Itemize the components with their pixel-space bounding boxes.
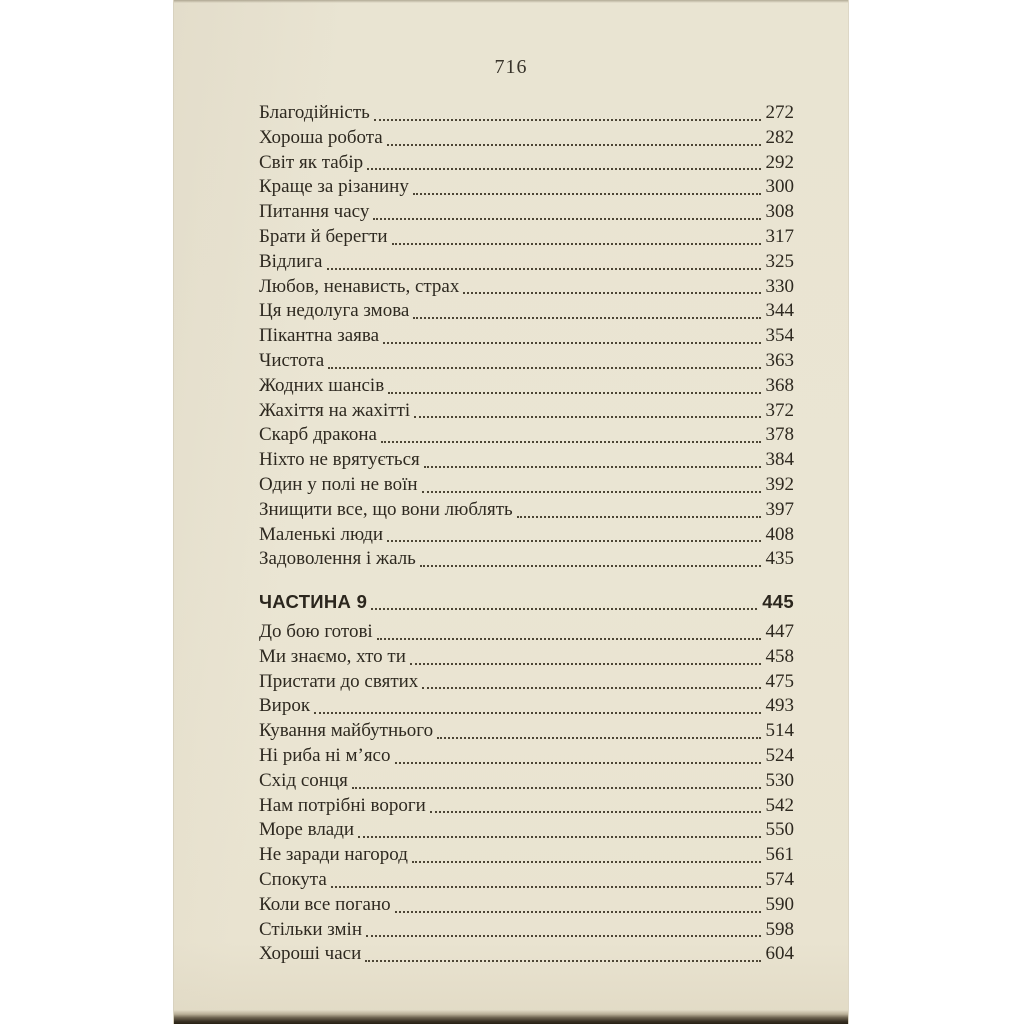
- toc-entry-page: 514: [765, 720, 794, 742]
- dot-leader: [395, 911, 761, 913]
- toc-entry-title: Стільки змін: [259, 918, 363, 940]
- dot-leader: [365, 960, 760, 962]
- toc-entry-row: [259, 200, 794, 225]
- toc-entry-page: 372: [765, 399, 794, 421]
- toc-entry-row: [259, 719, 794, 744]
- toc-entry-page: 550: [765, 819, 794, 841]
- dot-leader: [352, 787, 761, 789]
- toc-entry-row: [259, 151, 794, 176]
- toc-entry-title: Кування майбутнього: [259, 720, 434, 742]
- toc-entry-row: [259, 225, 794, 250]
- toc-entry-title: Ми знаємо, хто ти: [259, 645, 406, 667]
- toc-entry-row: [259, 299, 794, 324]
- toc-entry-row: [259, 126, 794, 151]
- toc-entry-title: Море влади: [259, 819, 355, 841]
- toc-entry-page: 344: [765, 300, 794, 322]
- toc-entry-page: 493: [765, 695, 794, 717]
- dot-leader: [371, 608, 757, 610]
- toc-entry-title: Не заради нагород: [259, 844, 408, 866]
- toc-entry-title: Питання часу: [259, 201, 370, 223]
- toc-entry-title: Хороша робота: [259, 126, 383, 148]
- toc-entry-page: 300: [765, 176, 794, 198]
- toc-entry-title: Коли все погано: [259, 893, 391, 915]
- dot-leader: [383, 342, 760, 344]
- toc-entry-page: 378: [765, 424, 794, 446]
- toc-entry-page: 292: [765, 151, 794, 173]
- toc-entry-title: Любов, ненависть, страх: [259, 275, 460, 297]
- toc-entry-title: Ніхто не врятується: [259, 449, 420, 471]
- dot-leader: [420, 565, 761, 567]
- dot-leader: [373, 218, 760, 220]
- toc-entry-row: [259, 918, 794, 943]
- toc-entry-row: [259, 523, 794, 548]
- dot-leader: [367, 168, 760, 170]
- toc-entry-row: [259, 694, 794, 719]
- toc-entry-page: 408: [765, 523, 794, 545]
- dot-leader: [413, 193, 761, 195]
- toc-entry-title: Жодних шансів: [259, 374, 385, 396]
- toc-entry-page: 397: [765, 498, 794, 520]
- dot-leader: [328, 367, 760, 369]
- toc-entry-page: 574: [765, 868, 794, 890]
- toc-entry-row: [259, 175, 794, 200]
- dot-leader: [358, 836, 760, 838]
- toc-entry-page: 604: [765, 943, 794, 965]
- dot-leader: [413, 317, 760, 319]
- toc-entry-row: [259, 324, 794, 349]
- toc-entry-title: Чистота: [259, 349, 325, 371]
- toc-entry-row: [259, 645, 794, 670]
- dot-leader: [517, 516, 761, 518]
- toc-entry-title: Ні риба ні м’ясо: [259, 744, 391, 766]
- toc-entry-title: Брати й берегти: [259, 225, 388, 247]
- book-bottom-edge: [174, 1010, 848, 1024]
- toc-entry-row: [259, 893, 794, 918]
- toc-entry-page: 317: [765, 225, 794, 247]
- toc-entry-page: 363: [765, 349, 794, 371]
- toc-entry-page: 542: [765, 794, 794, 816]
- dot-leader: [314, 712, 760, 714]
- toc-entry-row: [259, 620, 794, 645]
- book-page: [173, 0, 849, 1024]
- dot-leader: [366, 935, 760, 937]
- toc-entry-page: 445: [762, 591, 794, 613]
- toc-entry-title: Скарб дракона: [259, 424, 377, 446]
- toc-entry-row: [259, 448, 794, 473]
- toc-entry-page: 435: [765, 548, 794, 570]
- toc-entry-page: 530: [765, 769, 794, 791]
- dot-leader: [377, 638, 761, 640]
- toc-entry-row: [259, 843, 794, 868]
- toc-entry-title: Спокута: [259, 868, 327, 890]
- toc-entry-title: Благодійність: [259, 102, 370, 123]
- dot-leader: [392, 243, 761, 245]
- toc-entry-row: [259, 275, 794, 300]
- toc-entry-page: 330: [765, 275, 794, 297]
- toc-entry-title: Жахіття на жахітті: [259, 399, 411, 421]
- toc-entry-page: 392: [765, 473, 794, 495]
- toc-entry-row: [259, 101, 794, 126]
- toc-entry-title: Відлига: [259, 250, 323, 272]
- toc-entry-row: [259, 349, 794, 374]
- toc-entry-title: Світ як табір: [259, 151, 364, 173]
- toc-entry-row: [259, 473, 794, 498]
- toc-entry-page: 590: [765, 893, 794, 915]
- toc-entry-title: Задоволення і жаль: [259, 548, 416, 570]
- toc-entry-row: [259, 547, 794, 572]
- toc-entry-page: 561: [765, 844, 794, 866]
- toc-entry-row: [259, 744, 794, 769]
- toc-entry-title: Нам потрібні вороги: [259, 794, 426, 816]
- toc-entry-row: [259, 942, 794, 967]
- dot-leader: [422, 687, 760, 689]
- toc-entry-page: 282: [765, 126, 794, 148]
- toc-part-row: [259, 590, 794, 615]
- dot-leader: [331, 886, 761, 888]
- dot-leader: [424, 466, 761, 468]
- toc-entry-title: Пікантна заява: [259, 325, 380, 347]
- toc-entry-row: [259, 374, 794, 399]
- dot-leader: [388, 392, 760, 394]
- dot-leader: [430, 811, 761, 813]
- toc-entry-row: [259, 670, 794, 695]
- toc-entry-page: 384: [765, 449, 794, 471]
- toc-entry-title: Ця недолуга змова: [259, 300, 410, 322]
- dot-leader: [410, 663, 761, 665]
- dot-leader: [387, 540, 760, 542]
- toc-entry-title: ЧАСТИНА 9: [259, 591, 368, 613]
- toc-entry-title: Схід сонця: [259, 769, 348, 791]
- toc-entry-row: [259, 818, 794, 843]
- toc-entry-title: Маленькі люди: [259, 523, 384, 545]
- toc-entry-row: [259, 399, 794, 424]
- dot-leader: [381, 441, 761, 443]
- toc-entry-page: 447: [765, 620, 794, 642]
- toc-entry-page: 354: [765, 325, 794, 347]
- table-of-contents: [174, 101, 848, 967]
- dot-leader: [412, 861, 761, 863]
- toc-entry-page: 524: [765, 744, 794, 766]
- toc-entry-page: 475: [765, 670, 794, 692]
- toc-entry-title: Краще за різанину: [259, 176, 409, 198]
- toc-entry-row: [259, 250, 794, 275]
- toc-entry-row: [259, 423, 794, 448]
- dot-leader: [387, 144, 761, 146]
- dot-leader: [437, 737, 760, 739]
- toc-entry-page: 272: [765, 102, 794, 123]
- toc-entry-title: Хороші часи: [259, 943, 362, 965]
- toc-entry-row: [259, 868, 794, 893]
- toc-entry-title: До бою готові: [259, 620, 373, 642]
- toc-entry-row: [259, 769, 794, 794]
- dot-leader: [374, 119, 761, 121]
- toc-entry-title: Знищити все, що вони люблять: [259, 498, 513, 520]
- toc-entry-page: 598: [765, 918, 794, 940]
- toc-entry-title: Пристати до святих: [259, 670, 419, 692]
- page-number: 716: [494, 56, 528, 78]
- toc-entry-title: Вирок: [259, 695, 311, 717]
- toc-entry-row: [259, 794, 794, 819]
- toc-entry-page: 325: [765, 250, 794, 272]
- dot-leader: [463, 292, 760, 294]
- toc-entry-page: 308: [765, 201, 794, 223]
- toc-entry-page: 458: [765, 645, 794, 667]
- dot-leader: [414, 416, 760, 418]
- dot-leader: [327, 268, 761, 270]
- toc-entry-page: 368: [765, 374, 794, 396]
- dot-leader: [395, 762, 761, 764]
- toc-entry-row: [259, 498, 794, 523]
- dot-leader: [422, 491, 761, 493]
- toc-entry-title: Один у полі не воїн: [259, 473, 418, 495]
